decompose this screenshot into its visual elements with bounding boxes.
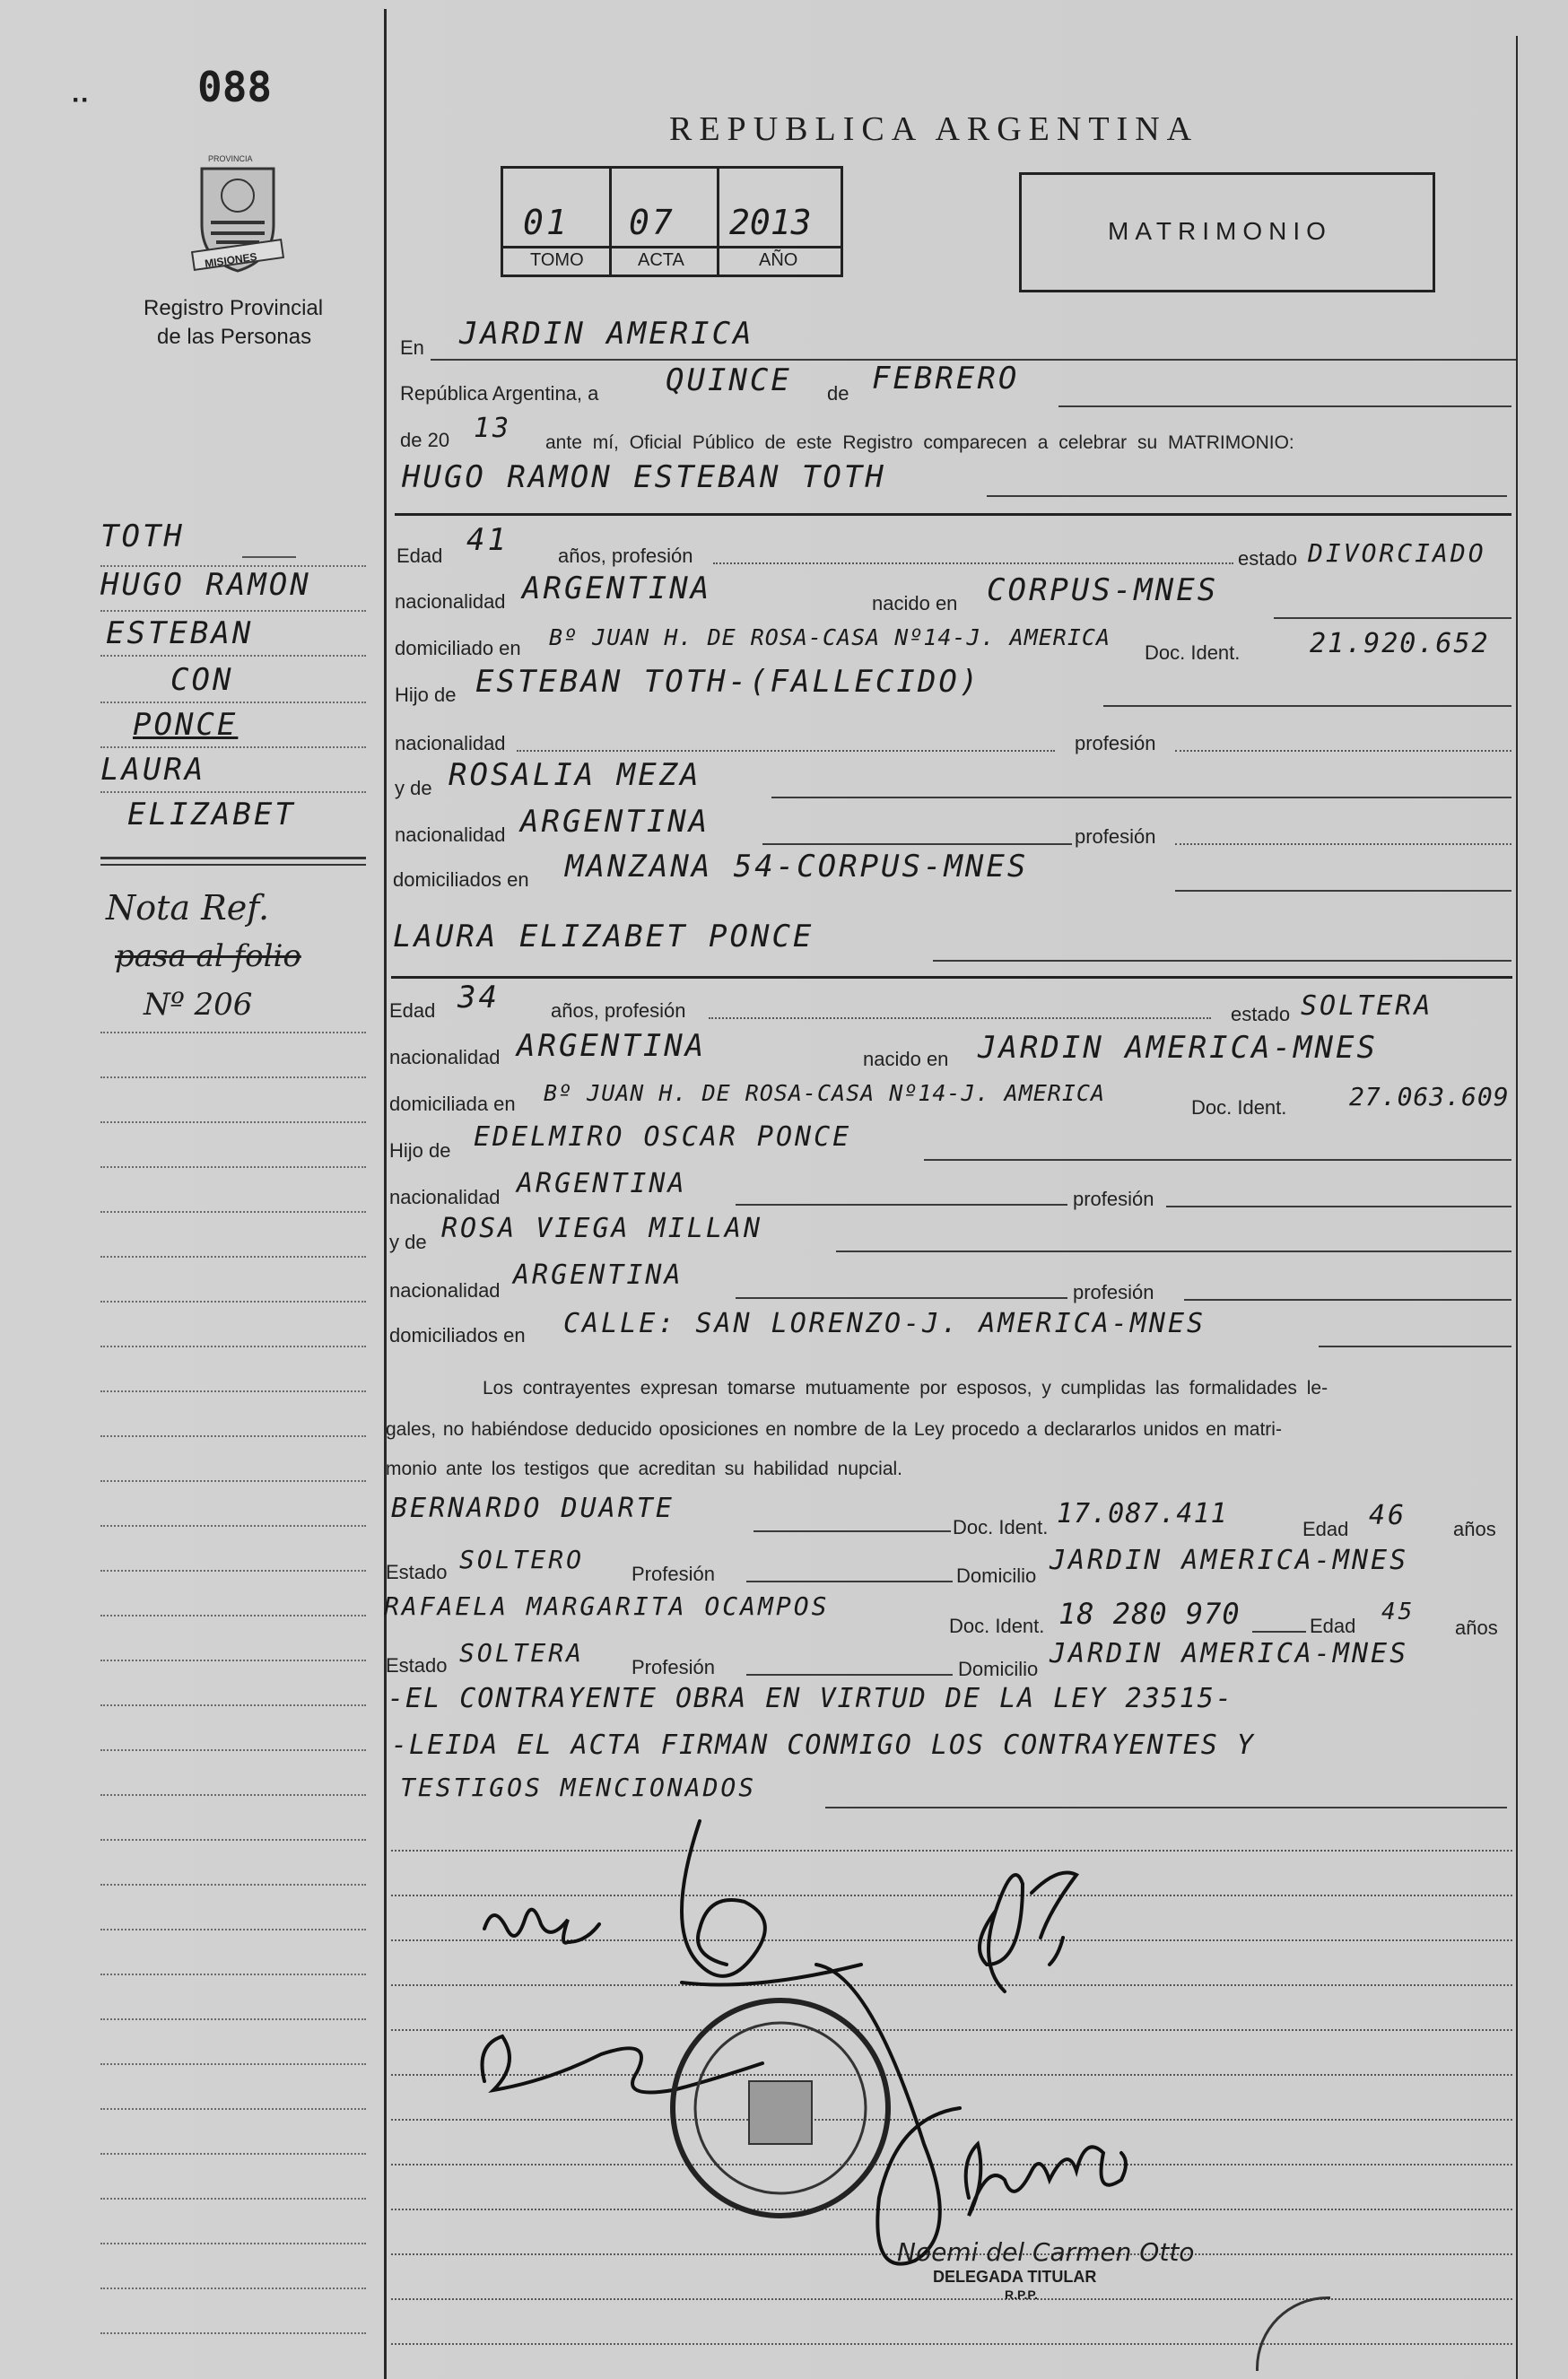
witness2-estado: SOLTERA: [459, 1638, 585, 1668]
groom-edad-label: Edad: [396, 545, 443, 567]
groom-estado-label: estado: [1238, 547, 1298, 570]
margin-note-2: pasa al folio: [115, 938, 301, 974]
intro-text: ante mí, Oficial Público de este Registro comparecen a celebrar su MATRIMONIO:: [545, 432, 1294, 453]
witness2-edad-label: Edad: [1310, 1615, 1356, 1637]
groom-nacido: CORPUS-MNES: [987, 572, 1219, 608]
groom-mprof-label: profesión: [1075, 825, 1156, 848]
groom-fprof-label: profesión: [1075, 732, 1156, 754]
groom-mother: ROSALIA MEZA: [449, 757, 701, 793]
groom-nacionalidad: ARGENTINA: [522, 571, 712, 606]
witness1-estado: SOLTERO: [459, 1545, 585, 1574]
groom-mnac-label: nacionalidad: [395, 824, 506, 846]
witness1-domicilio: JARDIN AMERICA-MNES: [1050, 1545, 1409, 1576]
registry-name-line2: de las Personas: [157, 325, 312, 349]
bride-yde-label: y de: [389, 1231, 427, 1253]
en-label: En: [400, 336, 424, 359]
right-border: [1516, 36, 1518, 2379]
witness1-prof-label: Profesión: [632, 1563, 715, 1585]
margin-note-1: Nota Ref.: [106, 888, 270, 928]
declaration-line-3: monio ante los testigos que acreditan su habilidad nupcial.: [386, 1459, 903, 1479]
bride-estado-label: estado: [1231, 1003, 1291, 1025]
de-label: de: [827, 382, 849, 405]
groom-domicilio: Bº JUAN H. DE ROSA-CASA Nº14-J. AMERICA: [549, 624, 1111, 650]
witness2-prof-label: Profesión: [632, 1656, 715, 1678]
groom-parents-dom: MANZANA 54-CORPUS-MNES: [565, 849, 1029, 884]
bride-anios-label: años, profesión: [551, 999, 686, 1022]
anio-value: 2013: [729, 203, 812, 242]
groom-fnac-label: nacionalidad: [395, 732, 506, 754]
folio-number: 088: [197, 63, 273, 111]
year-suffix: 13: [474, 413, 512, 444]
witness2-estado-label: Estado: [386, 1654, 448, 1677]
bride-mother: ROSA VIEGA MILLAN: [441, 1213, 763, 1244]
margin-name-7: ELIZABET: [127, 797, 296, 832]
bride-nac-label: nacionalidad: [389, 1046, 501, 1068]
day-value: QUINCE: [666, 362, 792, 398]
margin-name-4: CON: [170, 662, 234, 698]
bride-age: 34: [457, 980, 500, 1015]
declaration-line-2: gales, no habiéndose deducido oposiciones en nombre de la Ley procedo a declararlos unidos en matri-: [386, 1419, 1282, 1440]
bride-parents-dom: CALLE: SAN LORENZO-J. AMERICA-MNES: [563, 1308, 1206, 1339]
bride-fprof-label: profesión: [1073, 1188, 1154, 1210]
signature-2: [682, 1821, 861, 1985]
bride-domicilio: Bº JUAN H. DE ROSA-CASA Nº14-J. AMERICA: [544, 1080, 1105, 1106]
margin-name-6: LAURA: [100, 752, 206, 788]
margin-name-2: HUGO RAMON: [100, 567, 311, 603]
groom-dom-label: domiciliado en: [395, 637, 521, 659]
witness2-doc: 18 280 970: [1058, 1597, 1241, 1631]
note-line-1: -EL CONTRAYENTE OBRA EN VIRTUD DE LA LEY 23515-: [388, 1683, 1233, 1714]
declaration-line-1: Los contrayentes expresan tomarse mutuamente por esposos, y cumplidas las formalidades le-: [483, 1378, 1328, 1399]
tomo-value: 01: [523, 203, 570, 242]
groom-age: 41: [466, 522, 509, 558]
groom-yde-label: y de: [395, 777, 432, 799]
witness1-anios-label: años: [1453, 1518, 1496, 1540]
bride-nacido: JARDIN AMERICA-MNES: [978, 1030, 1378, 1066]
margin-name-1: TOTH: [100, 518, 185, 554]
official-sub: R.P.P.: [1005, 2288, 1038, 2302]
note-line-2: -LEIDA EL ACTA FIRMAN CONMIGO LOS CONTRAYENTES Y: [391, 1730, 1255, 1761]
witness2-doc-label: Doc. Ident.: [949, 1615, 1045, 1637]
folio-mark: ··: [72, 85, 90, 115]
month-value: FEBRERO: [872, 361, 1020, 396]
witness1-dom-label: Domicilio: [956, 1564, 1037, 1587]
witness1-name: BERNARDO DUARTE: [391, 1493, 675, 1524]
signature-3: [980, 1873, 1076, 1992]
bride-edad-label: Edad: [389, 999, 436, 1022]
acta-value: 07: [629, 203, 675, 242]
groom-name: HUGO RAMON ESTEBAN TOTH: [402, 459, 886, 495]
matrimonio-title: MATRIMONIO: [1108, 217, 1332, 245]
groom-doc: 21.920.652: [1310, 628, 1490, 659]
groom-estado: DIVORCIADO: [1308, 538, 1486, 568]
matrimonio-box: [1019, 172, 1435, 292]
witness2-anios-label: años: [1455, 1616, 1498, 1639]
bride-name: LAURA ELIZABET PONCE: [393, 919, 814, 954]
bride-doc-label: Doc. Ident.: [1191, 1096, 1287, 1119]
groom-father: ESTEBAN TOTH-(FALLECIDO): [475, 664, 981, 700]
bride-doc: 27.063.609: [1349, 1082, 1510, 1111]
witness2-dom-label: Domicilio: [958, 1658, 1039, 1680]
signatures: [386, 1803, 1516, 2377]
registry-name-line1: Registro Provincial: [144, 296, 324, 320]
witness1-edad-label: Edad: [1302, 1518, 1349, 1540]
margin-note-3: Nº 206: [144, 987, 253, 1023]
signature-6: [966, 2144, 1126, 2216]
bride-mnac-label: nacionalidad: [389, 1279, 501, 1302]
groom-mother-nac: ARGENTINA: [520, 804, 710, 840]
witness2-domicilio: JARDIN AMERICA-MNES: [1050, 1638, 1409, 1669]
groom-domicil-label: domiciliados en: [393, 868, 529, 891]
seal-text-bottom: MISIONES: [204, 249, 258, 271]
signature-4: [483, 2036, 763, 2093]
acta-label: ACTA: [638, 250, 684, 270]
witness1-estado-label: Estado: [386, 1561, 448, 1583]
anio-label: AÑO: [759, 250, 798, 270]
bride-fnac-label: nacionalidad: [389, 1186, 501, 1208]
margin-name-5: PONCE: [133, 707, 239, 743]
bride-hijo-label: Hijo de: [389, 1139, 451, 1162]
groom-nacido-label: nacido en: [872, 592, 958, 614]
witness1-doc: 17.087.411: [1057, 1498, 1228, 1529]
bride-father: EDELMIRO OSCAR PONCE: [474, 1121, 852, 1153]
bride-nacionalidad: ARGENTINA: [517, 1028, 707, 1064]
witness2-age: 45: [1381, 1599, 1416, 1625]
bride-nacido-label: nacido en: [863, 1048, 949, 1070]
official-name: Noemi del Carmen Otto: [897, 2237, 1195, 2267]
note-line-3: TESTIGOS MENCIONADOS: [400, 1773, 757, 1802]
witness1-doc-label: Doc. Ident.: [953, 1516, 1049, 1538]
groom-hijo-label: Hijo de: [395, 684, 457, 706]
tomo-label: TOMO: [530, 250, 584, 270]
witness2-name: RAFAELA MARGARITA OCAMPOS: [384, 1591, 830, 1621]
acta-box: [501, 166, 843, 277]
bride-estado: SOLTERA: [1301, 990, 1433, 1022]
signature-1: [484, 1910, 599, 1943]
bride-father-nac: ARGENTINA: [517, 1168, 687, 1199]
bride-mother-nac: ARGENTINA: [513, 1259, 684, 1291]
bride-domicil-label: domiciliados en: [389, 1324, 526, 1346]
republica-label: República Argentina, a: [400, 382, 599, 405]
seal-text-top: PROVINCIA: [208, 154, 253, 163]
margin-name-3: ESTEBAN: [106, 615, 254, 651]
groom-doc-label: Doc. Ident.: [1145, 641, 1241, 664]
witness1-age: 46: [1369, 1500, 1407, 1531]
official-title: DELEGADA TITULAR: [933, 2268, 1097, 2286]
groom-nac-label: nacionalidad: [395, 590, 506, 613]
groom-anios-label: años, profesión: [558, 545, 693, 567]
bride-mprof-label: profesión: [1073, 1281, 1154, 1303]
place-value: JARDIN AMERICA: [459, 316, 754, 352]
bride-dom-label: domiciliada en: [389, 1093, 516, 1115]
year-prefix: de 20: [400, 429, 450, 451]
country-title: REPUBLICA ARGENTINA: [669, 110, 1199, 148]
